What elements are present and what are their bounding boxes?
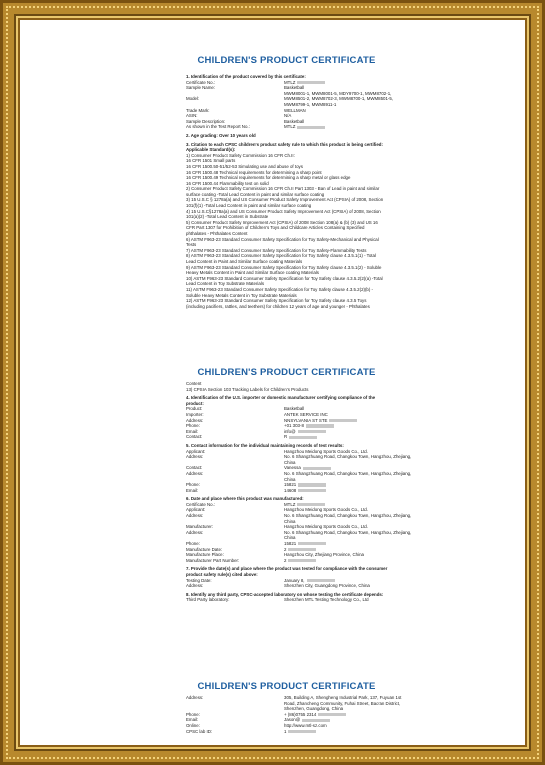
field-value: 2	[284, 547, 316, 553]
field-value: ANTEK SERVICE INC	[284, 411, 328, 417]
field-value: MTLZ	[284, 80, 325, 86]
redacted-value	[298, 542, 326, 545]
text-line: Soluble Heavy Metals Content in Toy Substrate Materials	[186, 292, 297, 298]
field-value: MWM8001-1, MWM8001-5, MDY9700-1, MWM8702-1,	[284, 90, 392, 96]
text-line: 16 CFR 1500.49 Technical requirements for determining a sharp metal or glass edge	[186, 175, 351, 181]
field-label: CPSC lab ID:	[186, 728, 213, 734]
redacted-value	[289, 436, 317, 439]
redacted-value	[307, 579, 335, 582]
redacted-value	[288, 559, 316, 562]
field-label: Trade Mark:	[186, 107, 210, 113]
field-label: Product:	[186, 406, 203, 412]
field-label: Manufacture Date:	[186, 546, 223, 552]
field-label: Online:	[186, 722, 200, 728]
field-label: Email:	[186, 487, 199, 493]
field-value: No. 6 Shangzhuang Road, Changkou Town, Hangzhou, Zhejiang,	[284, 529, 412, 535]
field-label: Address:	[186, 454, 204, 460]
field-label: Sample Description:	[186, 118, 226, 124]
field-value: Basketball	[284, 85, 305, 91]
text-line: surface coating -Total Lead Content in paint and similar surface coating	[186, 191, 325, 197]
field-value: No. 6 Shangzhuang Road, Changkou Town, Hangzhou, Zhejiang,	[284, 454, 412, 460]
field-value: MWM8501-2, MWM8702-3, MWM8700-1, MWM8501-5,	[284, 96, 394, 102]
field-value: China	[284, 535, 296, 541]
field-label: Address:	[186, 695, 204, 700]
field-label: Model:	[186, 96, 200, 102]
certificate-body-part-2	[186, 381, 412, 603]
section-7-heading-cont: product safety rule(s) cited above:	[186, 572, 258, 577]
text-line: 16 CFR 1500.48 Technical requirements for determining a sharp point	[186, 169, 322, 175]
text-line: (including pacifiers, rattles, and teethers) for children 12 years of age and younger - Phthalates	[186, 303, 370, 309]
section-3-subheading: Applicable Standard(s):	[186, 147, 236, 153]
redacted-value	[298, 489, 326, 492]
text-line: 3) 15 U.S.C § 1278a(a) and US Consumer Product Safety Improvement Act (CPSIA) of 2008, Section	[186, 197, 384, 203]
section-4-heading-cont: product:	[186, 400, 204, 406]
redacted-value	[297, 503, 325, 506]
info-row	[186, 434, 387, 440]
field-value: 15821	[284, 541, 326, 547]
text-line: 4) 15 U.S.C§1278a(a) and US Consumer Product Safety Improvement Act (CPSIA) of 2008, Section	[186, 208, 381, 214]
text-line: Lead Content in Paint and Similar Surface coating Materials	[186, 259, 303, 264]
text-line: Heavy Metals Content in Paint and Similar Surface coating Materials	[186, 270, 320, 276]
section-7-heading: 7. Provide the date(s) and place where the product was tested for compliance with the consumer	[186, 566, 388, 572]
field-value: No. 6 Shangzhuang Road, Changkou Town, Hangzhou, Zhejiang,	[284, 513, 412, 519]
text-line: 11) ASTM F963-23 Standard Consumer Safety Specification for Toy Safety clause 4.3.5.2(2)(b) -	[186, 286, 374, 292]
redacted-value	[288, 548, 316, 551]
field-value: 14608	[284, 488, 326, 494]
field-label: Applicant:	[186, 448, 206, 454]
field-value: Shenzhen MTL Testing Technology Co., Ltd	[284, 597, 369, 603]
field-value: China	[284, 459, 296, 465]
field-value: 15821	[284, 482, 326, 488]
field-label: Phone:	[186, 711, 200, 717]
field-label: Manufacture Place:	[186, 552, 224, 558]
redacted-value	[329, 419, 357, 422]
redacted-value	[288, 730, 316, 733]
text-line: 5) Consumer Product Safety Improvement Act (CPSIA) of 2008 Section 108(a) & (b) (3) and US 16	[186, 219, 378, 225]
redacted-value	[302, 719, 330, 722]
info-row	[186, 558, 387, 564]
page-title-3: CHILDREN'S PRODUCT CERTIFICATE	[197, 681, 376, 692]
text-line: Tests	[186, 242, 197, 248]
field-value: 1	[284, 729, 316, 735]
field-value: Hangzhou Meidong Sports Goods Co., Ltd.	[284, 524, 368, 530]
field-label: As shown in the Test Report No.:	[186, 124, 250, 130]
text-line: 10) ASTM F963-23 Standard Consumer Safety Specification for Toy Safety clause 4.3.5.2(2)(a) -Total	[186, 275, 383, 281]
field-value: 2	[284, 558, 316, 564]
field-value: + (86)0755 2314	[284, 712, 346, 718]
field-label: Manufacturer:	[186, 524, 214, 530]
redacted-value	[297, 81, 325, 84]
field-value: http://www.mtl-sz.com	[284, 722, 327, 728]
field-label: Third Party laboratory:	[186, 597, 230, 603]
certificate-sheet	[36, 36, 537, 757]
text-line: Lead Content in Toy Substrate Materials	[186, 281, 265, 287]
field-value: N/A	[284, 113, 292, 119]
text-line: Content	[186, 381, 202, 386]
field-label: Email:	[186, 428, 199, 434]
field-value: MTLZ	[284, 124, 325, 130]
field-value: Hangzhou City, Zhejiang Province, China	[284, 552, 364, 558]
text-line: 16 CFR 1501 Small parts	[186, 158, 236, 164]
page-title-2: CHILDREN'S PRODUCT CERTIFICATE	[197, 367, 376, 378]
field-value: Jason@	[284, 717, 330, 723]
page-title-1: CHILDREN'S PRODUCT CERTIFICATE	[197, 55, 376, 66]
field-label: Address:	[186, 417, 204, 423]
field-value: Hangzhou Meidong Sports Goods Co., Ltd.	[284, 507, 368, 513]
text-line: CFR Part 1307 for Prohibition of Children’s Toys and Childcare Articles Containing Specified	[186, 225, 365, 231]
section-3-heading: 3. Citation to each CPSC children's product safety rule to which this product is being certified:	[186, 141, 383, 147]
text-line: 101(a)(2) -Total Lead Content in Substrate	[186, 214, 269, 220]
field-value: Road, Zhancheng Community, Fuhai Street, Bao'an District,	[284, 700, 401, 706]
field-label: Testing Date:	[186, 577, 212, 583]
field-label: Certificate No.:	[186, 79, 216, 85]
field-value: China	[284, 518, 296, 524]
redacted-value	[298, 430, 326, 433]
section-4-heading: 4. Identification of the U.S. importer or domestic manufacturer certifying compliance of the	[186, 395, 376, 401]
field-value: R	[284, 434, 317, 440]
field-value: NNSYLVANIA ST STE	[284, 418, 357, 424]
field-value: MTLZ	[284, 502, 325, 508]
field-value: Hangzhou Meidong Sports Goods Co., Ltd.	[284, 448, 368, 454]
info-row	[186, 583, 387, 589]
field-label: Email:	[186, 717, 199, 723]
section-5-heading: 5. Contact information for the individual maintaining records of test results:	[186, 442, 344, 448]
info-row	[186, 597, 387, 603]
field-value: Basketball	[284, 118, 305, 124]
field-label: ASIN:	[186, 113, 198, 119]
field-label: Phone:	[186, 482, 200, 488]
text-line: phthalates - Phthalates Content	[186, 231, 248, 237]
info-row	[186, 124, 383, 130]
text-line: 101(f)(1) -Total Lead Content in paint and similar surface coating	[186, 203, 312, 209]
text-line: 13) CPSIA Section 103 Tracking Labels for Children’s Products	[186, 386, 309, 392]
redacted-value	[306, 424, 334, 427]
field-label: Address:	[186, 513, 204, 519]
text-line: 9) ASTM F963-23 Standard Consumer Safety Specification for Toy Safety clause 4.3.5.1(2) - Soluble	[186, 264, 382, 270]
field-label: Importer:	[186, 411, 204, 417]
text-line: 12) ASTM F963-23 Standard Consumer Safety Specification for Toy Safety clause 4.3.5 Toys	[186, 298, 367, 304]
field-label: Applicant:	[186, 507, 206, 513]
section-2-heading: 2. Age grading: Over 10 years old	[186, 132, 256, 138]
redacted-value	[318, 713, 346, 716]
text-line: 7) ASTM F963-23 Standard Consumer Safety Specification for Toy Safety-Flammability Tests	[186, 247, 367, 253]
text-line: 2) Consumer Product Safety Commission 16 CFR Ch.II Part 1303 - Ban of Lead in paint and similar	[186, 186, 380, 192]
field-label: Phone:	[186, 423, 200, 429]
field-value: January 8,	[284, 578, 335, 584]
text-line: 16 CFR 1500.44 Flammability test on solid	[186, 180, 269, 186]
field-label: Address:	[186, 470, 204, 476]
field-value: info@	[284, 429, 326, 435]
redacted-value	[298, 483, 326, 486]
field-label: Address:	[186, 529, 204, 535]
field-value: China	[284, 476, 296, 482]
field-value: WELLMAN	[284, 107, 306, 113]
text-line: 8) ASTM F963-23 Standard Consumer Safety Specification for Toy Safety clause 4.3.5.1(1) - Total	[186, 253, 376, 259]
field-value: MWM8799-1, MWM8911-1	[284, 101, 337, 107]
field-label: Manufacturer Part Number:	[186, 557, 240, 563]
field-label: Certificate No.:	[186, 501, 216, 507]
section-6-heading: 6. Date and place where this product was manufactured:	[186, 496, 304, 502]
field-value: Shenzhen, Guangdong, China	[284, 706, 344, 712]
field-value: No. 6 Shangzhuang Road, Changkou Town, Hangzhou, Zhejiang,	[284, 470, 412, 476]
field-label: Sample Name:	[186, 85, 216, 91]
field-label: Phone:	[186, 541, 200, 547]
field-value: Basketball	[284, 406, 305, 412]
field-value: 305, Building A, Shengheng Industrial Park, 137, Fuyuan 1st	[284, 695, 402, 700]
section-8-heading: 8. Identify any third party, CPSC-accepted laboratory on whose testing the certificate depends:	[186, 591, 384, 597]
text-line: 6) ASTM F963-23 Standard Consumer Safety Specification for Toy Safety-Mechanical and Physical	[186, 236, 379, 242]
field-label: Contact:	[186, 434, 203, 440]
redacted-value	[303, 467, 331, 470]
section-1-heading: 1. Identification of the product covered by this certificate:	[186, 74, 306, 79]
field-label: Address:	[186, 583, 204, 589]
certificate-body-part-1	[186, 71, 394, 309]
text-line: 1) Consumer Product Safety Commission 16 CFR Ch.II:	[186, 152, 295, 158]
field-value: Vanessa	[284, 465, 331, 471]
field-value: Shenzhen City, Guangdong Province, China	[284, 583, 370, 589]
text-line: 16 CFR 1500.50-51/52-53 Simulating use and abuse of toys	[186, 163, 303, 169]
field-value: +01 303-8	[284, 423, 334, 429]
redacted-value	[297, 126, 325, 129]
info-row	[186, 488, 387, 494]
field-label: Contact:	[186, 465, 203, 471]
